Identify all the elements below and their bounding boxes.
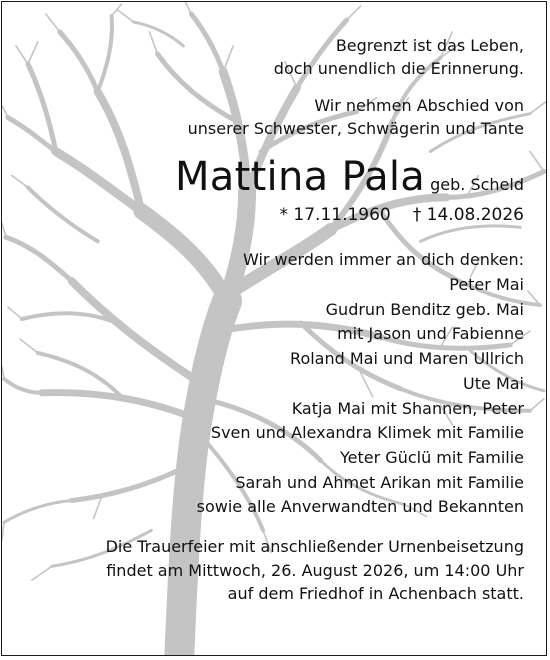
- intro-line: unserer Schwester, Schwägerin und Tante: [187, 118, 524, 138]
- funeral-line: findet am Mittwoch, 26. August 2026, um 14:00 Uhr: [106, 560, 524, 580]
- mourner-line: Katja Mai mit Shannen, Peter: [291, 398, 524, 418]
- birth-date: * 17.11.1960: [279, 205, 391, 226]
- funeral-line: auf dem Friedhof in Achenbach statt.: [227, 584, 524, 604]
- mourner-line: Roland Mai und Maren Ullrich: [290, 349, 524, 369]
- farewell-intro: [2, 80, 524, 140]
- motto-line: Begrenzt ist das Leben,: [335, 36, 524, 55]
- mourner-line: sowie alle Anverwandten und Bekannten: [196, 497, 524, 517]
- obituary-text: [2, 2, 524, 606]
- funeral-notice: [2, 520, 524, 606]
- intro-line: Wir nehmen Abschied von: [314, 96, 524, 116]
- mourners-list: [2, 227, 524, 520]
- deceased-name-row: [2, 140, 524, 201]
- motto-line: doch unendlich die Erinnerung.: [273, 58, 524, 78]
- mourner-line: Yeter Güclü mit Familie: [340, 448, 524, 467]
- mourner-line: Sarah und Ahmet Arikan mit Familie: [235, 472, 524, 492]
- mourner-line: Gudrun Benditz geb. Mai: [325, 299, 524, 319]
- obituary-card: [1, 1, 547, 656]
- maiden-name: geb. Scheld: [430, 175, 524, 195]
- mourner-line: Ute Mai: [463, 373, 524, 393]
- death-date: † 14.08.2026: [412, 205, 524, 226]
- motto: [2, 2, 524, 80]
- mourner-line: Peter Mai: [449, 275, 524, 295]
- mourner-line: mit Jason und Fabienne: [337, 324, 524, 344]
- mourners-heading: Wir werden immer an dich denken:: [242, 250, 524, 270]
- mourner-line: Sven und Alexandra Klimek mit Familie: [210, 423, 524, 443]
- life-dates: [2, 201, 524, 227]
- funeral-line: Die Trauerfeier mit anschließender Urnenbeisetzung: [105, 537, 524, 557]
- deceased-name: Mattina Pala: [174, 154, 426, 201]
